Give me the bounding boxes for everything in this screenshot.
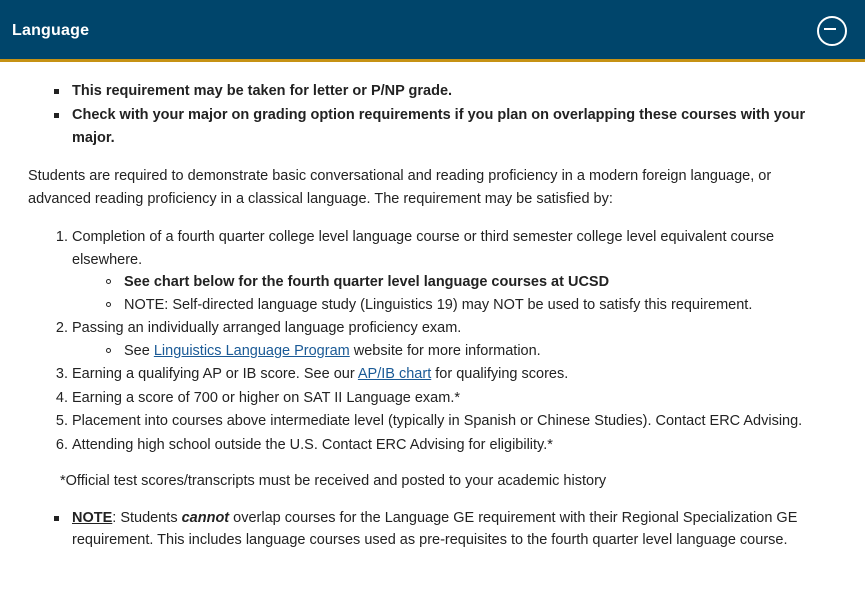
option-1-sub-2-text: NOTE: Self-directed language study (Linguistics 19) may NOT be used to satisfy this requirement. [124,296,753,313]
option-2-text: Passing an individually arranged language proficiency exam. [72,320,462,337]
list-item [106,294,837,316]
top-bullet-1-text: This requirement may be taken for letter or P/NP grade. [72,83,453,99]
list-item [54,80,837,102]
note-part-2: overlap courses for the Language GE requirement with their Regional Specialization GE requirement. This includes language courses used as pre-requisites to the fourth quarter level language course. [72,509,798,548]
list-item [72,387,837,409]
list-item [72,317,837,362]
requirement-options-list [28,226,837,456]
list-item [106,340,837,362]
note-block [28,507,837,552]
option-2-sublist [72,340,837,362]
list-item [72,226,837,316]
option-1-text: Completion of a fourth quarter college level language course or third semester college level equivalent course elsewhere. [72,229,775,268]
intro-paragraph: Students are required to demonstrate basic conversational and reading proficiency in a modern foreign language, or advanced reading proficiency in a classical language. The requirement may be satisfied by: [28,168,772,207]
note-emphasis: cannot [181,509,230,526]
option-1-sub-1-text: See chart below for the fourth quarter level language courses at UCSD [124,274,610,291]
option-3-prefix: Earning a qualifying AP or IB score. See our [72,366,358,383]
minus-icon-bar [824,28,836,30]
option-6-text: Attending high school outside the U.S. Contact ERC Advising for eligibility.* [72,436,553,453]
footnote-text: *Official test scores/transcripts must be received and posted to your academic history [60,473,607,490]
list-item [54,104,837,149]
list-item [72,363,837,385]
ap-ib-chart-link[interactable]: AP/IB chart [357,366,432,383]
list-item [106,271,837,293]
option-5-text: Placement into courses above intermediate level (typically in Spanish or Chinese Studies). Contact ERC Advising. [72,413,803,430]
note-part-1: : Students [112,509,182,526]
note-bullet-list [28,507,837,552]
option-3-suffix: for qualifying scores. [431,366,569,383]
top-bullet-2-text: Check with your major on grading option requirements if you plan on overlapping these courses with your major. [72,107,806,146]
linguistics-language-program-link[interactable]: Linguistics Language Program [153,342,350,359]
note-label: NOTE [72,509,113,526]
panel-header [0,0,865,62]
minus-circle-icon[interactable] [817,16,847,46]
option-2-sub-1-prefix: See [124,342,154,359]
list-item [72,434,837,456]
panel-body [0,62,865,559]
top-bullet-list [28,80,837,149]
option-2-sub-1-suffix: website for more information. [349,342,541,359]
list-item [72,410,837,432]
page-title: Language [12,22,90,39]
option-1-sublist [72,271,837,316]
option-4-text: Earning a score of 700 or higher on SAT II Language exam.* [72,389,460,406]
list-item [54,507,837,552]
